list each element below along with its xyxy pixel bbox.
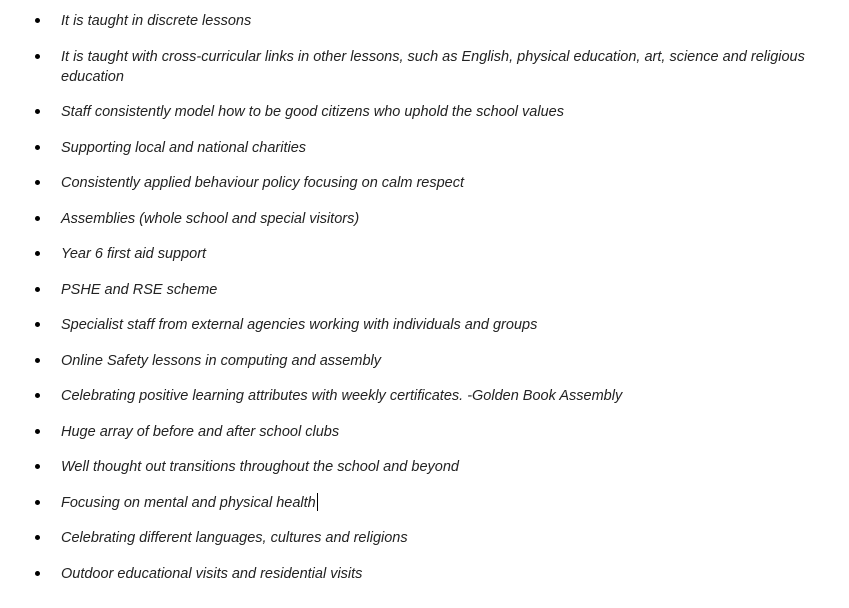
bullet-icon (35, 145, 40, 150)
list-item-text[interactable]: Huge array of before and after school clubs (61, 423, 340, 440)
list-item-text[interactable]: Online Safety lessons in computing and assembly (61, 352, 381, 369)
list-item (0, 315, 849, 335)
bullet-icon (35, 535, 40, 540)
bullet-icon (35, 54, 40, 59)
list-item-text[interactable]: Supporting local and national charities (61, 139, 307, 156)
bullet-icon (35, 18, 40, 23)
list-item-text[interactable]: Year 6 first aid support (61, 246, 207, 262)
bullet-icon (35, 500, 40, 505)
list-item (0, 386, 849, 406)
list-item (0, 173, 849, 193)
list-item-text[interactable]: Assemblies (whole school and special visitors) (61, 210, 360, 227)
bullet-icon (35, 251, 40, 256)
list-item-text[interactable]: Specialist staff from external agencies working with individuals and groups (61, 317, 538, 333)
bullet-icon (35, 180, 40, 185)
bullet-icon (35, 358, 40, 363)
list-item (0, 422, 849, 442)
list-item (0, 493, 849, 513)
list-item-text[interactable]: Consistently applied behaviour policy focusing on calm respect (61, 175, 464, 191)
bullet-icon (35, 393, 40, 398)
list-item (0, 11, 849, 31)
list-item (0, 244, 849, 264)
list-item-text[interactable]: Staff consistently model how to be good citizens who uphold the school values (61, 104, 564, 120)
bullet-icon (35, 571, 40, 576)
list-item (0, 138, 849, 158)
list-item (0, 280, 849, 300)
list-item (0, 351, 849, 371)
bullet-icon (35, 216, 40, 221)
list-item-text[interactable]: It is taught in discrete lessons (61, 13, 252, 29)
list-item (0, 47, 849, 87)
bullet-list (0, 11, 849, 599)
list-item-text[interactable]: Well thought out transitions throughout the school and beyond (61, 459, 459, 475)
bullet-icon (35, 464, 40, 469)
text-cursor (317, 493, 318, 511)
bullet-icon (35, 429, 40, 434)
bullet-icon (35, 322, 40, 327)
list-item-text[interactable]: PSHE and RSE scheme (61, 281, 218, 298)
list-item-text[interactable]: Focusing on mental and physical health (61, 494, 316, 511)
list-item-text[interactable]: Celebrating different languages, cultures and religions (61, 530, 408, 546)
list-item-text[interactable]: Outdoor educational visits and residential visits (61, 565, 363, 582)
list-item (0, 528, 849, 548)
list-item (0, 564, 849, 584)
list-item-text[interactable]: It is taught with cross-curricular links in other lessons, such as English, physical education, art, science and religious education (61, 48, 805, 85)
bullet-icon (35, 109, 40, 114)
list-item-text[interactable]: Celebrating positive learning attributes with weekly certificates. -Golden Book Assembly (61, 388, 623, 404)
list-item (0, 102, 849, 122)
list-item (0, 457, 849, 477)
list-item (0, 209, 849, 229)
bullet-icon (35, 287, 40, 292)
